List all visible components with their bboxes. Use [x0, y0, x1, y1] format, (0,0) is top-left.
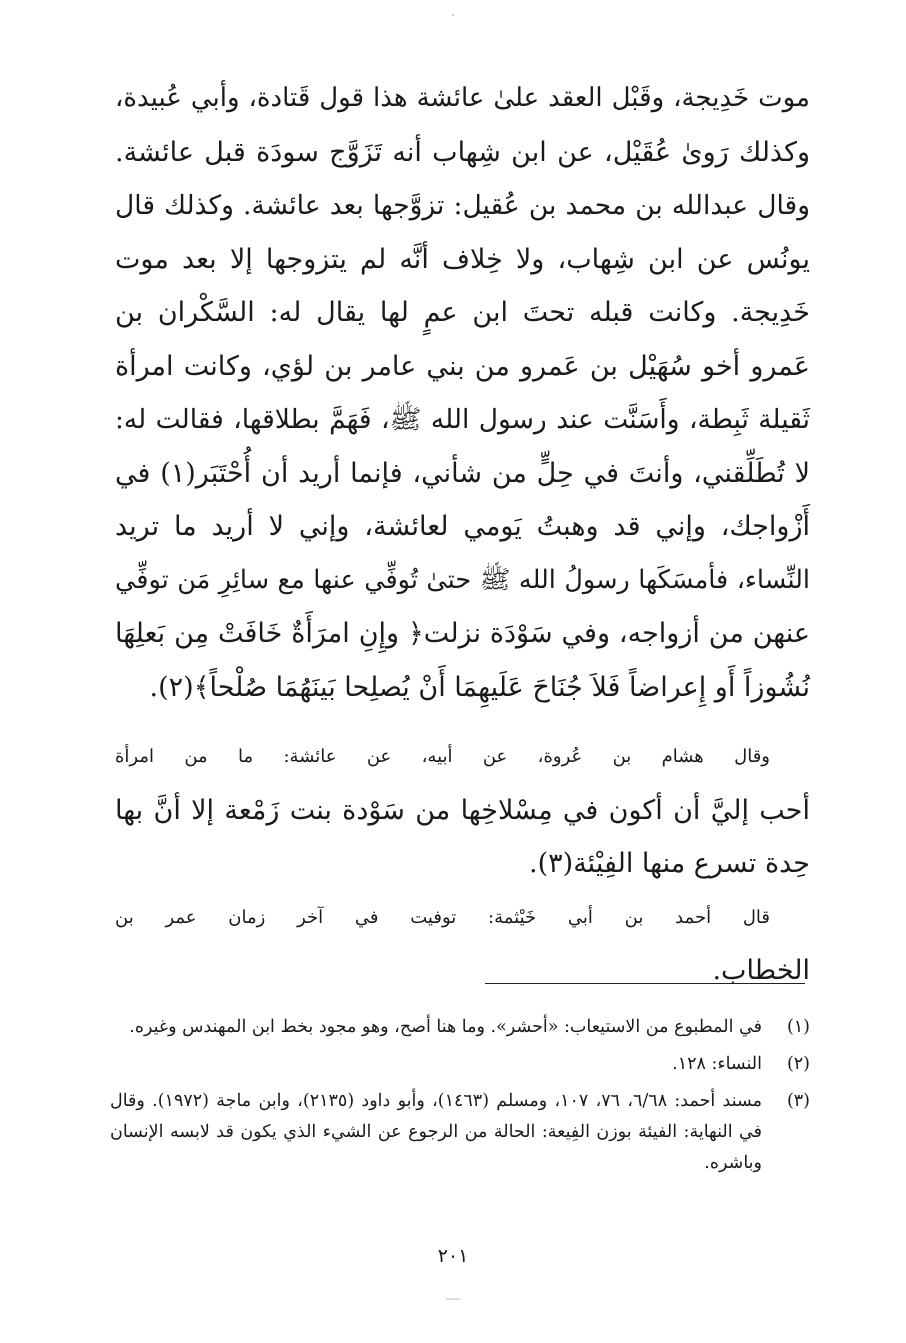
- text-line: أَزْواجك، وإني قد وهبتُ يَومي لعائشة، وإني لا أريد ما تريد: [115, 511, 810, 542]
- text-line: أحب إليَّ أن أكون في مِسْلاخِها من سَوْدة بنت زَمْعة إلا أنَّ بها: [115, 794, 810, 826]
- footnote-text: النساء: ١٢٨.: [672, 1054, 762, 1074]
- footnote: [110, 1049, 810, 1080]
- paragraph-1: [115, 72, 810, 714]
- footnote-divider: [485, 983, 805, 984]
- scan-mark: [446, 1298, 460, 1300]
- scan-mark: [452, 14, 454, 16]
- footnote-number: (٣): [786, 1091, 810, 1111]
- text-line: الخطاب.: [712, 955, 810, 986]
- footnotes-section: [110, 1012, 810, 1185]
- text-line: خَدِيجة. وكانت قبله تحتَ ابن عمٍ لها يقال له: السَّكْران بن: [115, 297, 810, 328]
- footnote-number: (١): [786, 1017, 810, 1037]
- main-text-body: [115, 72, 810, 998]
- footnote-number: (٢): [786, 1054, 810, 1074]
- text-line: عَمرو أخو سُهَيْل بن عَمرو من بني عامر بن لؤي، وكانت امرأة: [115, 350, 810, 382]
- footnote: [110, 1012, 810, 1043]
- text-line: ثَقيلة ثَبِطة، وأَسَنَّت عند رسول الله ﷺ، فَهَمَّ بطلاقها، فقالت له:: [115, 404, 810, 435]
- paragraph-3: [115, 891, 810, 998]
- footnote-text: في المطبوع من الاستيعاب: «أحشر». وما هنا أصح، وهو مجود بخط ابن المهندس وغيره.: [129, 1017, 762, 1037]
- text-line: وقال عبدالله بن محمد بن عُقيل: تزوَّجها بعد عائشة. وكذلك قال: [115, 190, 810, 221]
- text-line: لا تُطَلِّقني، وأنتَ في حِلٍّ من شأني، فإنما أريد أن أُحْتَبَر(١) في: [115, 457, 810, 489]
- text-line: وقال هشام بن عُروة، عن أبيه، عن عائشة: ما من امرأة: [115, 746, 770, 767]
- text-line: يونُس عن ابن شِهاب، ولا خِلاف أنَّه لم يتزوجها إلا بعد موت: [115, 243, 810, 275]
- paragraph-2: [115, 730, 810, 891]
- text-line: عنهن من أزواجه، وفي سَوْدَة نزلت﴿ وإِنِ امرَأَةٌ خَافَتْ مِن بَعلِهَا: [115, 618, 810, 649]
- text-line: النِّساء، فأمسَكَها رسولُ الله ﷺ حتىٰ تُوفِّي عنها مع سائِرِ مَن توفِّي: [115, 564, 810, 595]
- text-line: موت خَدِيجة، وقَبْل العقد علىٰ عائشة هذا قول قَتادة، وأبي عُبيدة،: [115, 83, 810, 113]
- text-line: حِدة تسرع منها الفِيْئة(٣).: [529, 848, 810, 879]
- text-line: وكذلك رَوىٰ عُقَيْل، عن ابن شِهاب أنه تَزَوَّج سودَة قبل عائشة.: [115, 136, 810, 168]
- text-line: نُشُوزاً أَو إِعراضاً فَلاَ جُنَاحَ عَلَيهِمَا أَنْ يُصلِحا بَينَهُمَا صُلْحاً﴾(٢).: [149, 671, 810, 703]
- footnote-text: مسند أحمد: ٦/٦٨، ٧٦، ١٠٧، ومسلم (١٤٦٣)، وأبو داود (٢١٣٥)، وابن ماجة (١٩٧٢). وقال في النهاية: الفيئة بوزن الفِيعة: الحالة من الرجوع عن الشيء الذي يكون قد لابسه الإنسان وباشره.: [110, 1091, 763, 1173]
- page-number: ٢٠١: [437, 1245, 469, 1267]
- footnote: [110, 1086, 810, 1179]
- text-line: قال أحمد بن أبي خَيْثمة: توفيت في آخر زمان عمر بن: [115, 906, 770, 928]
